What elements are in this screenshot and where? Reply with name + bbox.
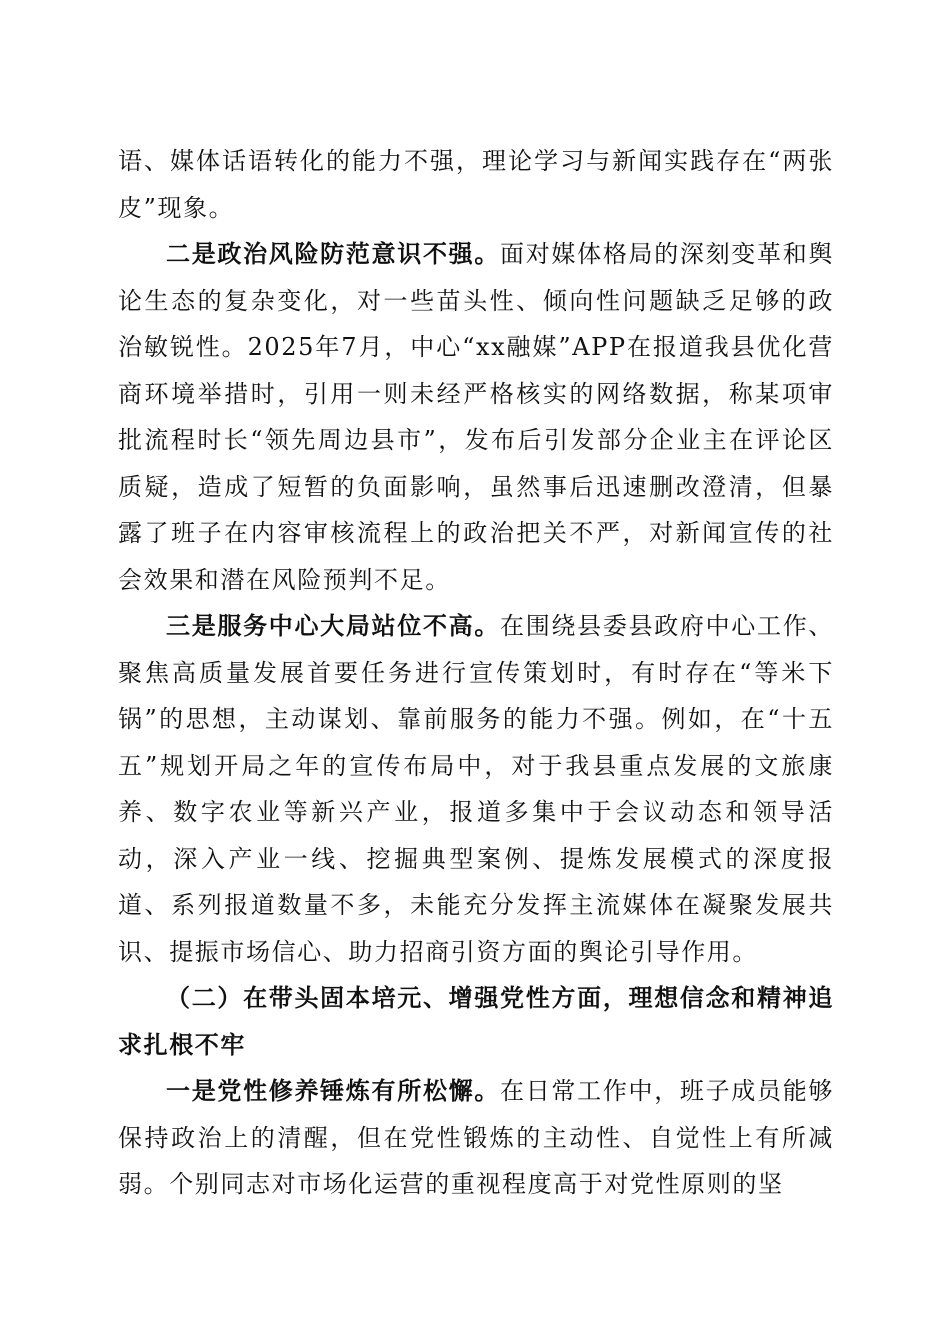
paragraph-lead: 三是服务中心大局站位不高。: [166, 611, 501, 640]
paragraph-party-spirit: [118, 1068, 834, 1208]
paragraph-service-center: [118, 603, 834, 975]
paragraph-lead: 一是党性修养锤炼有所松懈。: [166, 1076, 501, 1105]
section-heading: （二）在带头固本培元、增强党性方面，理想信念和精神追求扎根不牢: [118, 983, 834, 1059]
paragraph-political-risk: [118, 231, 834, 603]
document-page: [118, 138, 834, 1208]
paragraph-continuation: [118, 138, 834, 231]
paragraph-body: 语、媒体话语转化的能力不强，理论学习与新闻实践存在“两张皮”现象。: [118, 147, 834, 222]
paragraph-lead: 二是政治风险防范意识不强。: [166, 239, 501, 268]
paragraph-body: 在日常工作中，班子成员能够保持政治上的清醒，但在党性锻炼的主动性、自觉性上有所减弱。个别同志对市场化运营的重视程度高于对党性原则的坚: [118, 1077, 834, 1198]
paragraph-body: 面对媒体格局的深刻变革和舆论生态的复杂变化，对一些苗头性、倾向性问题缺乏足够的政治敏锐性。2025年7月，中心“xx融媒”APP在报道我县优化营商环境举措时，引用一则未经严格核实的网络数据，称某项审批流程时长“领先周边县市”，发布后引发部分企业主在评论区质疑，造成了短暂的负面影响，虽然事后迅速删改澄清，但暴露了班子在内容审核流程上的政治把关不严，对新闻宣传的社会效果和潜在风险预判不足。: [118, 240, 834, 594]
paragraph-body: 在围绕县委县政府中心工作、聚焦高质量发展首要任务进行宣传策划时，有时存在“等米下锅”的思想，主动谋划、靠前服务的能力不强。例如，在“十五五”规划开局之年的宣传布局中，对于我县重点发展的文旅康养、数字农业等新兴产业，报道多集中于会议动态和领导活动，深入产业一线、挖掘典型案例、提炼发展模式的深度报道、系列报道数量不多，未能充分发挥主流媒体在凝聚发展共识、提振市场信心、助力招商引资方面的舆论引导作用。: [118, 612, 834, 966]
